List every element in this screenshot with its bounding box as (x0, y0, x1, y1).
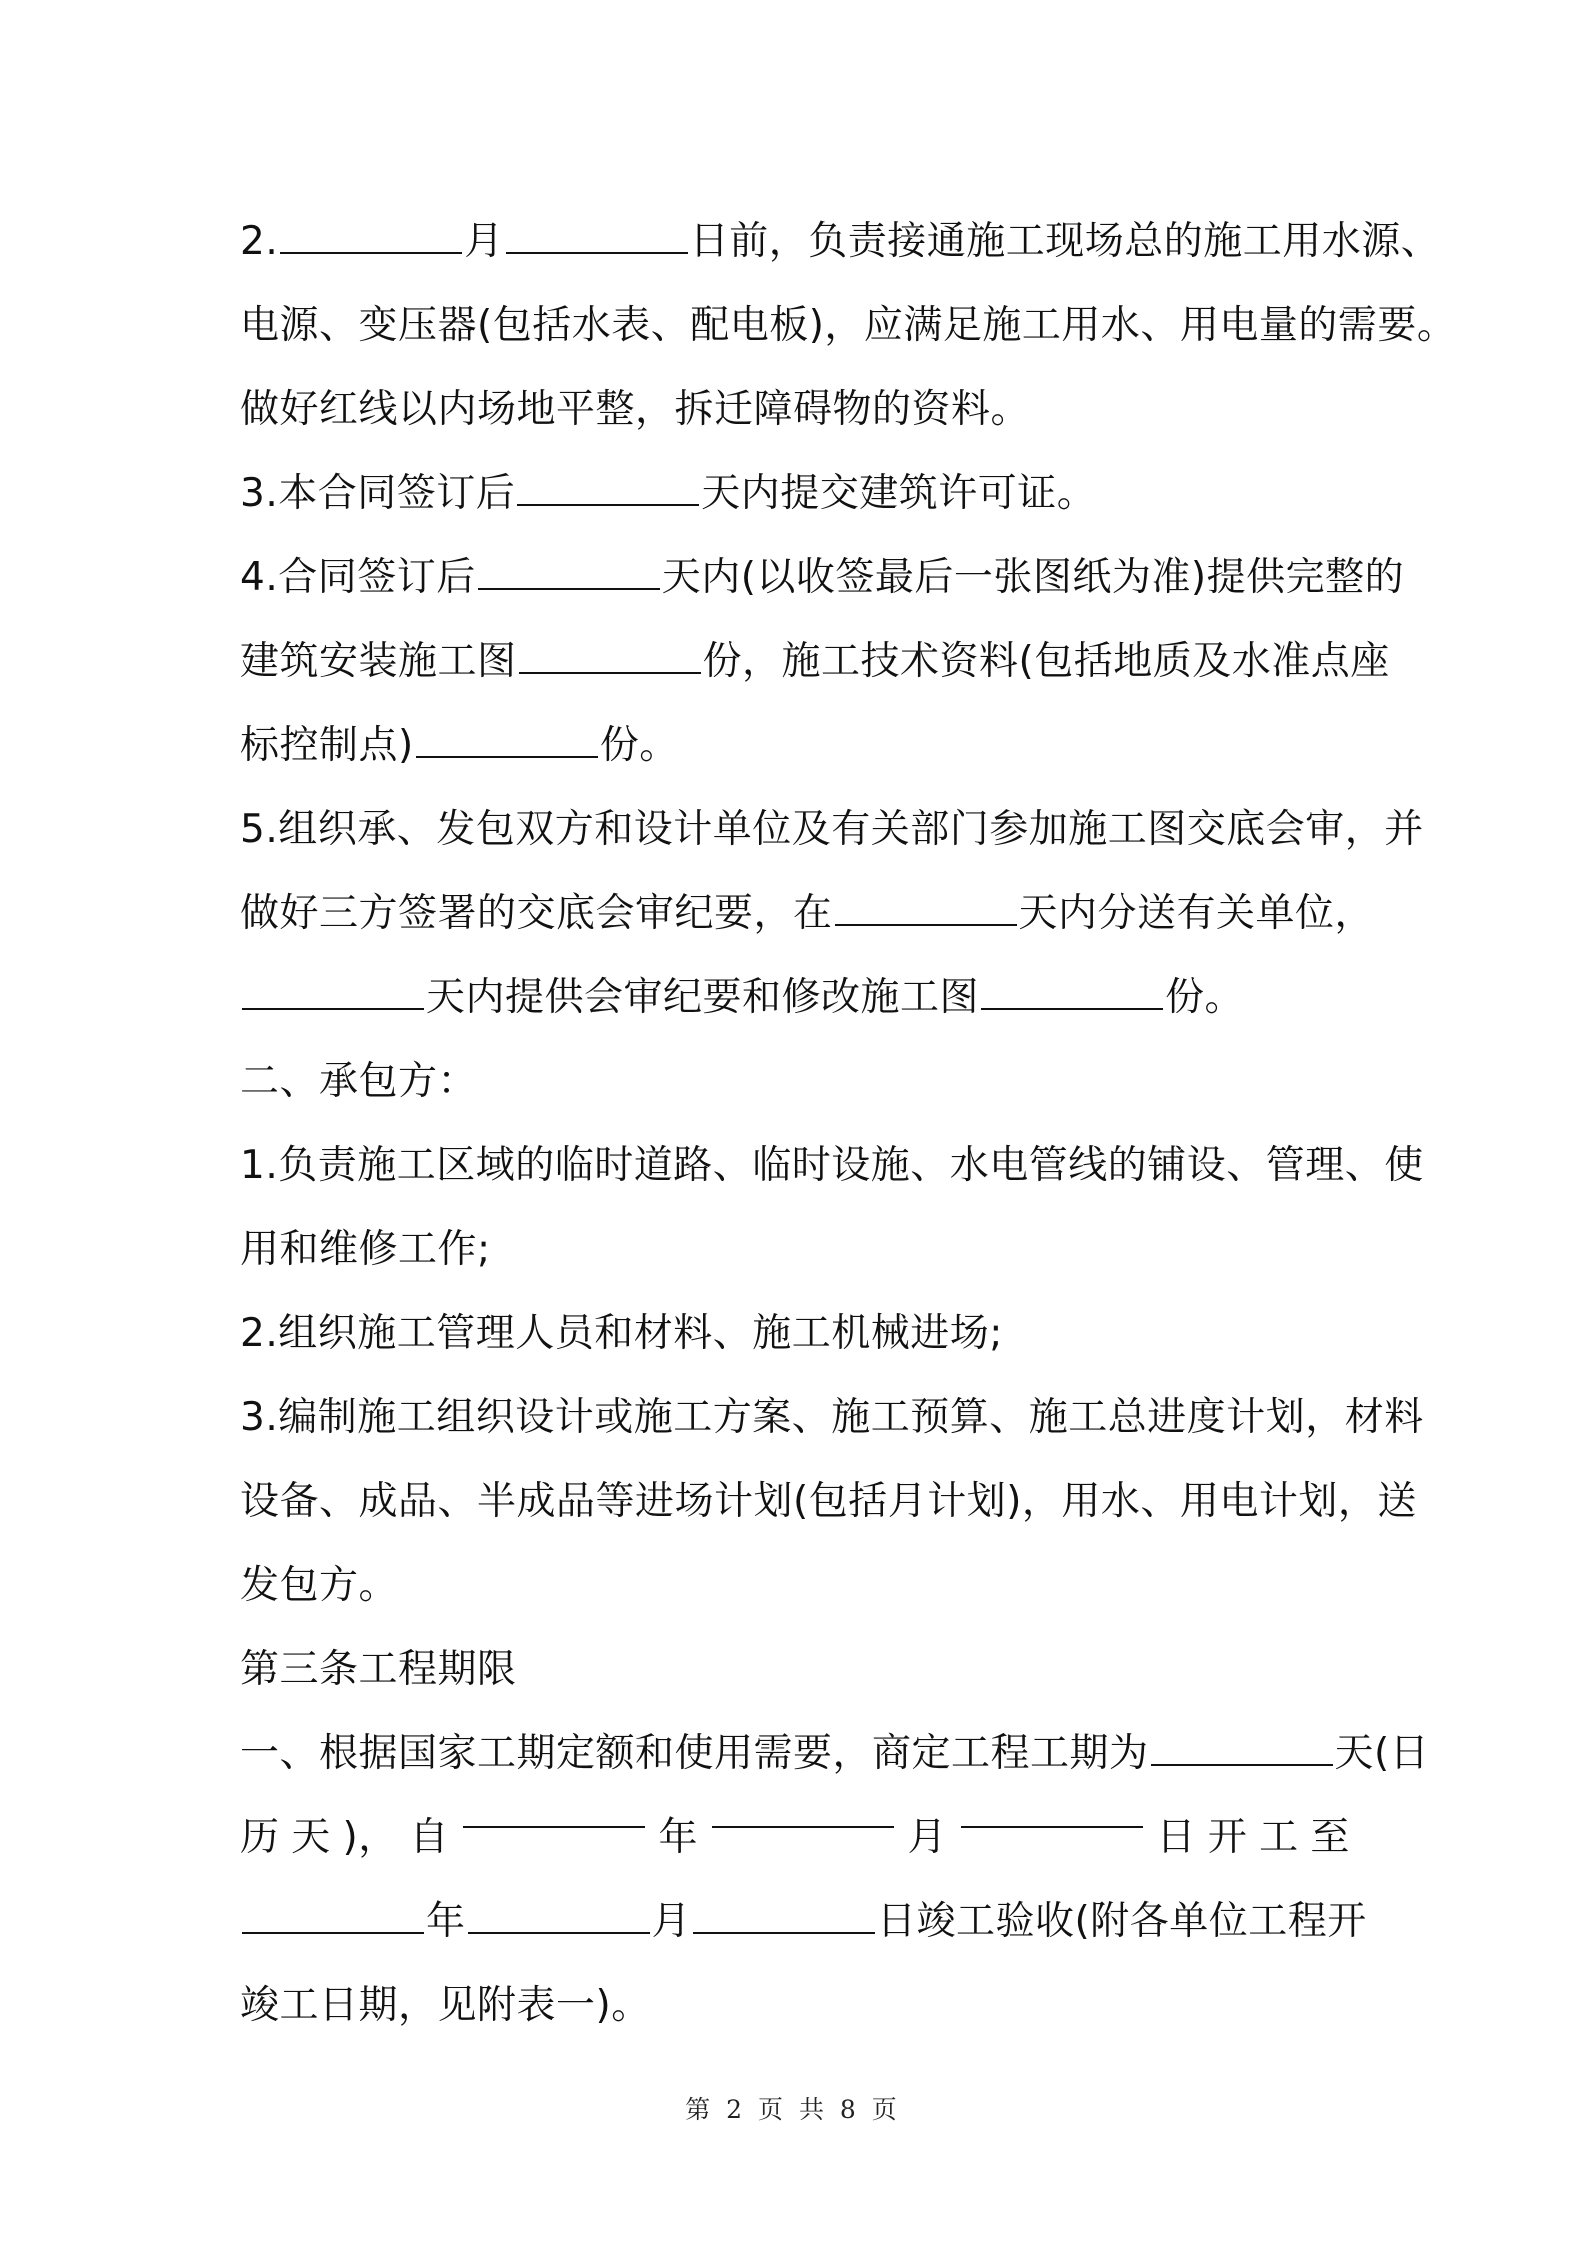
text-run: 建筑安装施工图 (240, 639, 517, 684)
fill-blank[interactable] (1151, 1734, 1333, 1766)
fill-blank[interactable] (478, 558, 660, 590)
paragraph-line: 1.负责施工区域的临时道路、临时设施、水电管线的铺设、管理、使 (240, 1143, 1424, 1188)
paragraph-line: 发包方。 (240, 1563, 399, 1608)
text-run: 天内(以收签最后一张图纸为准)提供完整的 (661, 555, 1405, 600)
paragraph-line (240, 536, 1405, 620)
fill-blank[interactable] (506, 222, 688, 254)
paragraph-line: 电源、变压器(包括水表、配电板)，应满足施工用水、用电量的需要。 (240, 303, 1457, 348)
paragraph-line (240, 620, 1390, 704)
paragraph-line (240, 1796, 1350, 1880)
document-body (240, 200, 1457, 2048)
text-run: 日前，负责接通施工现场总的施工用水源、 (689, 219, 1441, 264)
paragraph-line (240, 452, 1366, 536)
text-run: 自 (409, 1815, 450, 1860)
fill-blank[interactable] (712, 1796, 894, 1828)
text-run: 一、根据国家工期定额和使用需要，商定工程工期为 (240, 1731, 1149, 1776)
paragraph-line (240, 872, 1375, 956)
page-number-footer: 第 2 页 共 8 页 (685, 2095, 901, 2124)
text-run: 4.合同签订后 (240, 555, 476, 600)
fill-blank[interactable] (981, 978, 1163, 1010)
text-run: 月 (464, 219, 504, 264)
section-heading: 二、承包方： (240, 1059, 478, 1104)
text-run: 开 (1207, 1815, 1248, 1860)
paragraph-line: 2.组织施工管理人员和材料、施工机械进场; (240, 1311, 1003, 1356)
text-run: 3.本合同签订后 (240, 471, 516, 516)
text-run: 工 (1259, 1815, 1299, 1860)
fill-blank[interactable] (416, 726, 598, 758)
text-run: )， (342, 1815, 398, 1860)
fill-blank[interactable] (463, 1796, 645, 1828)
text-run: 月 (907, 1815, 948, 1860)
text-run: 份，施工技术资料(包括地质及水准点座 (702, 639, 1390, 684)
text-run: 份。 (599, 723, 679, 768)
paragraph-line (240, 704, 1366, 788)
fill-blank[interactable] (519, 642, 701, 674)
text-run: 历 (240, 1815, 280, 1860)
fill-blank[interactable] (961, 1796, 1143, 1828)
paragraph-line (240, 956, 1366, 1040)
text-run: 日 (1156, 1815, 1197, 1860)
fill-blank[interactable] (517, 474, 699, 506)
text-run: 至 (1310, 1815, 1350, 1860)
text-run: 做好三方签署的交底会审纪要，在 (240, 891, 833, 936)
fill-blank[interactable] (242, 1902, 424, 1934)
paragraph-line: 5.组织承、发包双方和设计单位及有关部门参加施工图交底会审，并 (240, 807, 1424, 852)
text-run: 天内提供会审纪要和修改施工图 (426, 975, 980, 1020)
paragraph-line (240, 1880, 1366, 1964)
text-run: 天(日 (1334, 1731, 1430, 1776)
fill-blank[interactable] (468, 1902, 650, 1934)
text-run: 天内分送有关单位， (1018, 891, 1375, 936)
text-run: 2. (240, 219, 279, 264)
article-heading: 第三条工程期限 (240, 1647, 517, 1692)
text-run: 年 (426, 1899, 466, 1944)
text-run: 天 (291, 1815, 331, 1860)
text-run: 份。 (1165, 975, 1245, 1020)
text-run: 标控制点) (240, 723, 414, 768)
paragraph-line: 做好红线以内场地平整，拆迁障碍物的资料。 (240, 387, 1031, 432)
text-run: 月 (651, 1899, 692, 1944)
paragraph-line (240, 1712, 1430, 1796)
paragraph-line (240, 200, 1441, 284)
paragraph-line: 竣工日期，见附表一)。 (240, 1983, 651, 2028)
fill-blank[interactable] (693, 1902, 875, 1934)
fill-blank[interactable] (242, 978, 424, 1010)
fill-blank[interactable] (280, 222, 462, 254)
text-run: 天内提交建筑许可证。 (701, 471, 1097, 516)
paragraph-line: 3.编制施工组织设计或施工方案、施工预算、施工总进度计划，材料 (240, 1395, 1424, 1440)
text-run: 年 (658, 1815, 699, 1860)
paragraph-line: 设备、成品、半成品等进场计划(包括月计划)，用水、用电计划，送 (240, 1479, 1417, 1524)
fill-blank[interactable] (835, 894, 1017, 926)
text-run: 日竣工验收(附各单位工程开 (877, 1899, 1367, 1944)
paragraph-line: 用和维修工作; (240, 1227, 491, 1272)
